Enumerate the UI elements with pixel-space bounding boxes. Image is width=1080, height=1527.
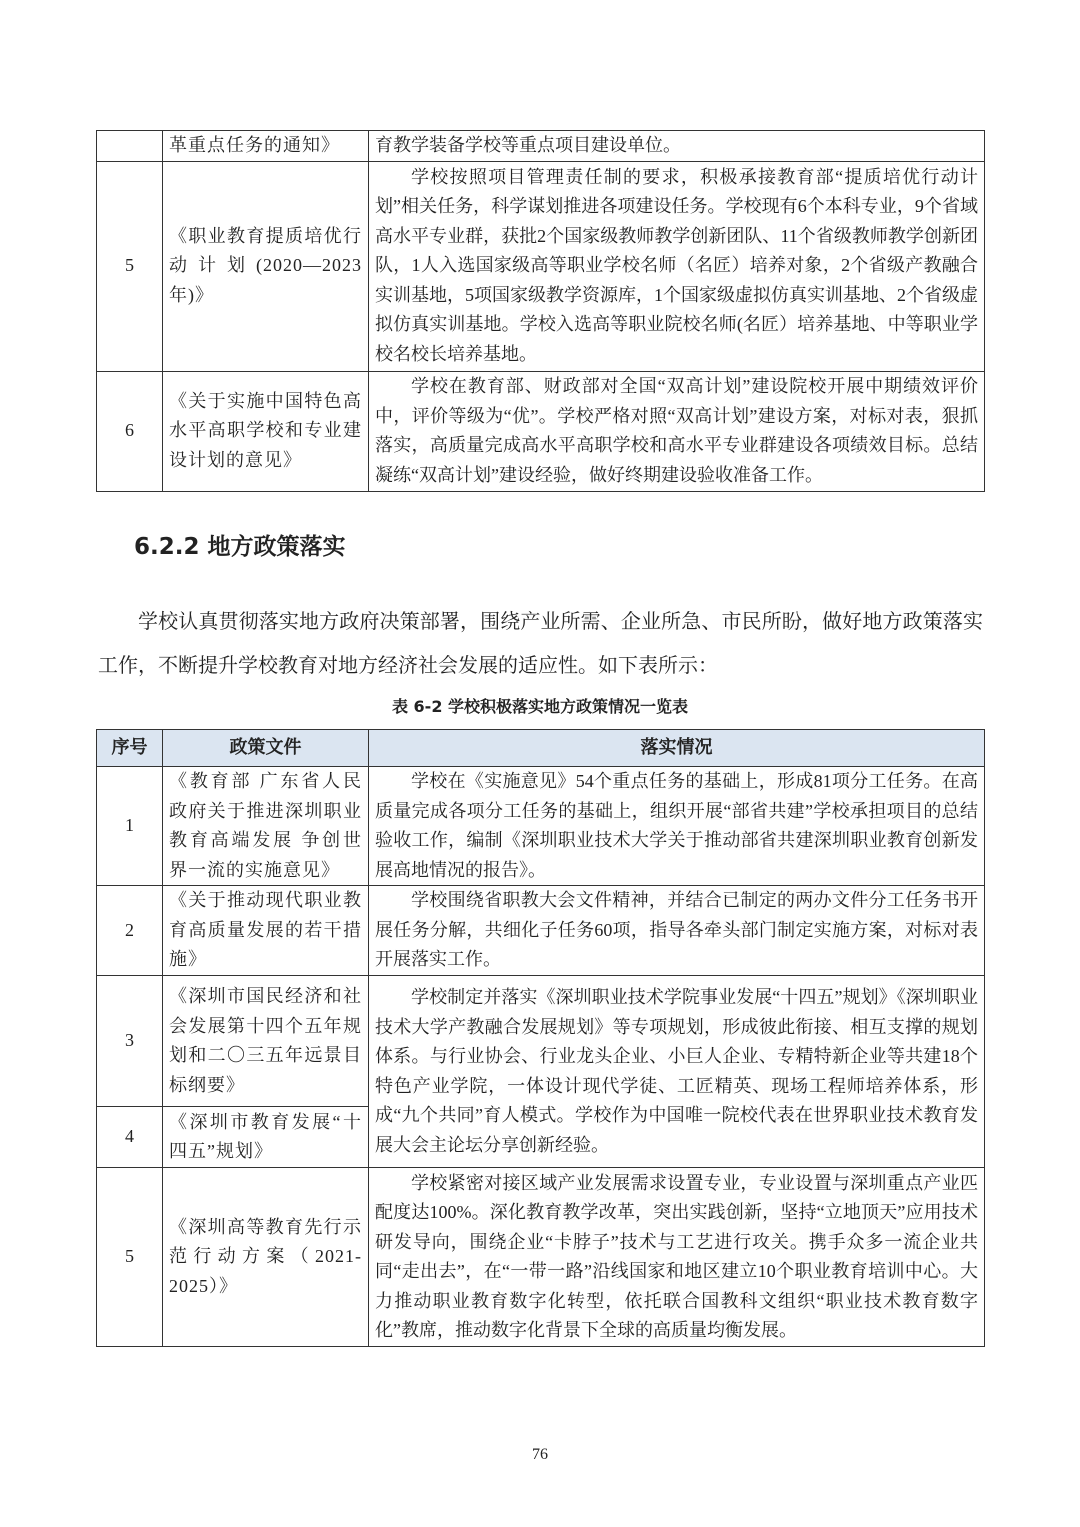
implementation-status: 育教学装备学校等重点项目建设单位。: [369, 131, 985, 162]
policy-document: 《深圳市国民经济和社会发展第十四个五年规划和二〇三五年远景目标纲要》: [163, 976, 369, 1107]
table-header-row: [97, 730, 985, 767]
policy-document: 《教育部 广东省人民政府关于推进深圳职业教育高端发展 争创世界一流的实施意见》: [163, 767, 369, 886]
table-row: [97, 1168, 985, 1347]
local-policy-table: [96, 729, 985, 1347]
national-policy-table-continued: [96, 130, 985, 492]
row-number: [97, 131, 163, 162]
implementation-status: 学校在《实施意见》54个重点任务的基础上，形成81项分工任务。在高质量完成各项分工任务的基础上，组织开展“部省共建”学校承担项目的总结验收工作，编制《深圳职业技术大学关于推动部省共建深圳职业教育创新发展高地情况的报告》。: [369, 767, 985, 886]
row-number: 6: [97, 371, 163, 491]
row-number: 3: [97, 976, 163, 1107]
policy-document: 《深圳市教育发展“十四五”规划》: [163, 1107, 369, 1168]
row-number: 5: [97, 1168, 163, 1347]
implementation-status: 学校按照项目管理责任制的要求，积极承接教育部“提质培优行动计划”相关任务，科学谋划推进各项建设任务。学校现有6个本科专业，9个省域高水平专业群，获批2个国家级教师教学创新团队、11个省级教师教学创新团队，1人入选国家级高等职业学校名师（名匠）培养对象，2个省级产教融合实训基地，5项国家级教学资源库，1个国家级虚拟仿真实训基地、2个省级虚拟仿真实训基地。学校入选高等职业院校名师(名匠）培养基地、中等职业学校名校长培养基地。: [369, 161, 985, 371]
header-implementation: 落实情况: [369, 730, 985, 767]
table-row: [97, 371, 985, 491]
policy-document: 《深圳高等教育先行示范行动方案（2021-2025）》: [163, 1168, 369, 1347]
implementation-status: 学校制定并落实《深圳职业技术学院事业发展“十四五”规划》《深圳职业技术大学产教融合发展规划》等专项规划，形成彼此衔接、相互支撑的规划体系。与行业协会、行业龙头企业、小巨人企业、专精特新企业等共建18个特色产业学院，一体设计现代学徒、工匠精英、现场工程师培养体系，形成“九个共同”育人模式。学校作为中国唯一院校代表在世界职业技术教育发展大会主论坛分享创新经验。: [369, 976, 985, 1168]
row-number: 2: [97, 886, 163, 976]
table-row: [97, 161, 985, 371]
table-row: [97, 767, 985, 886]
policy-document: 《关于推动现代职业教育高质量发展的若干措施》: [163, 886, 369, 976]
policy-document: 《职业教育提质培优行动计划(2020—2023年)》: [163, 161, 369, 371]
row-number: 1: [97, 767, 163, 886]
header-policy: 政策文件: [163, 730, 369, 767]
table-row: [97, 976, 985, 1107]
implementation-status: 学校围绕省职教大会文件精神，并结合已制定的两办文件分工任务书开展任务分解，共细化子任务60项，指导各牵头部门制定实施方案，对标对表开展落实工作。: [369, 886, 985, 976]
row-number: 4: [97, 1107, 163, 1168]
row-number: 5: [97, 161, 163, 371]
implementation-status: 学校紧密对接区域产业发展需求设置专业，专业设置与深圳重点产业匹配度达100%。深化教育教学改革，突出实践创新，坚持“立地顶天”应用技术研发导向，围绕企业“卡脖子”技术与工艺进行攻关。携手众多一流企业共同“走出去”，在“一带一路”沿线国家和地区建立10个职业教育培训中心。大力推动职业教育数字化转型，依托联合国教科文组织“职业技术教育数字化”教席，推动数字化背景下全球的高质量均衡发展。: [369, 1168, 985, 1347]
table-caption: 表 6-2 学校积极落实地方政策情况一览表: [391, 697, 689, 716]
implementation-status: 学校在教育部、财政部对全国“双高计划”建设院校开展中期绩效评价中，评价等级为“优”。学校严格对照“双高计划”建设方案，对标对表，狠抓落实，高质量完成高水平高职学校和高水平专业群建设各项绩效目标。总结凝练“双高计划”建设经验，做好终期建设验收准备工作。: [369, 371, 985, 491]
header-number: 序号: [97, 730, 163, 767]
section-paragraph: 学校认真贯彻落实地方政府决策部署，围绕产业所需、企业所急、市民所盼，做好地方政策落实工作，不断提升学校教育对地方经济社会发展的适应性。如下表所示：: [98, 611, 983, 677]
table-row: [97, 131, 985, 162]
section-heading: 6.2.2 地方政策落实: [134, 534, 346, 560]
policy-document: 《关于实施中国特色高水平高职学校和专业建设计划的意见》: [163, 371, 369, 491]
page-number: 76: [532, 1446, 548, 1463]
table-row: [97, 886, 985, 976]
policy-document: 革重点任务的通知》: [163, 131, 369, 162]
